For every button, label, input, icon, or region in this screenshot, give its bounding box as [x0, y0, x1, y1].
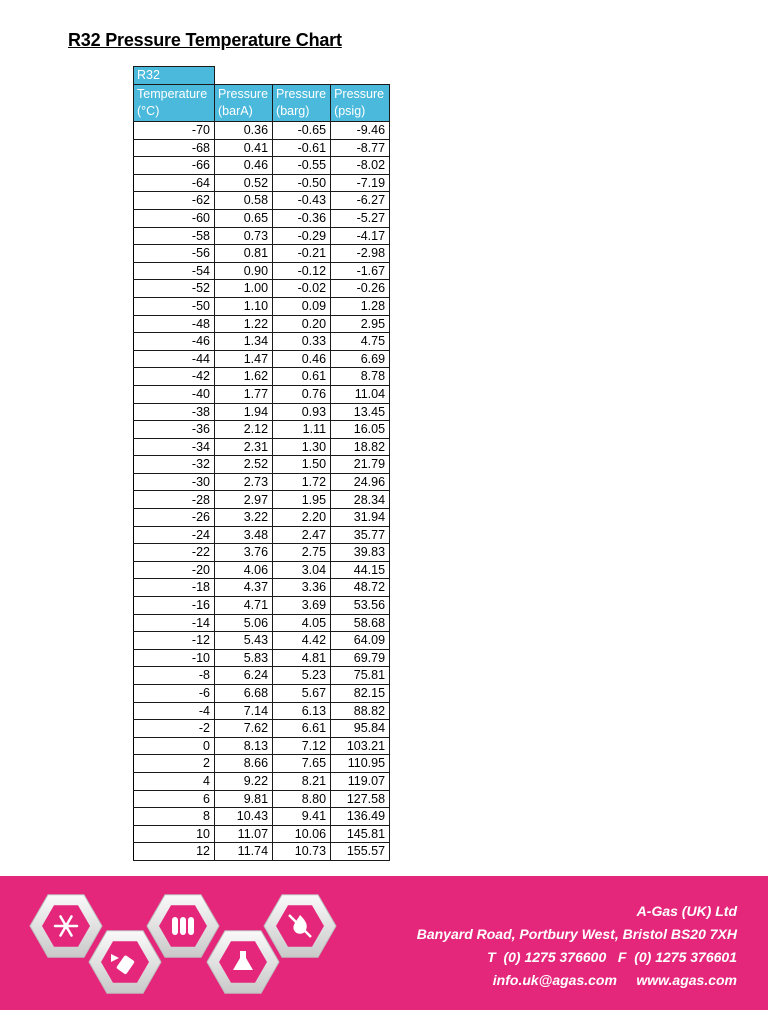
table-row [134, 315, 390, 333]
pressure-psig-cell: -0.26 [331, 280, 390, 298]
temperature-cell: -48 [134, 315, 215, 333]
table-row [134, 122, 390, 140]
pressure-bara-cell: 1.10 [215, 297, 273, 315]
document-title: R32 Pressure Temperature Chart [68, 30, 342, 50]
pressure-barg-cell: 7.65 [273, 755, 331, 773]
pressure-psig-cell: 39.83 [331, 544, 390, 562]
pressure-psig-cell: 13.45 [331, 403, 390, 421]
pressure-bara-cell: 3.22 [215, 509, 273, 527]
temperature-cell: -36 [134, 421, 215, 439]
pressure-bara-cell: 0.73 [215, 227, 273, 245]
company-name: A-Gas (UK) Ltd [636, 903, 737, 919]
laboratory-flask-icon [207, 931, 279, 993]
pressure-psig-cell: 58.68 [331, 614, 390, 632]
pressure-psig-cell: -6.27 [331, 192, 390, 210]
table-row [134, 685, 390, 703]
pressure-bara-cell: 5.83 [215, 649, 273, 667]
pressure-bara-cell: 1.00 [215, 280, 273, 298]
table-row [134, 473, 390, 491]
pressure-bara-cell: 8.13 [215, 737, 273, 755]
pressure-barg-cell: 1.30 [273, 438, 331, 456]
pressure-barg-cell: 0.76 [273, 385, 331, 403]
header-temperature: Temperature (°C) [134, 85, 215, 122]
pressure-bara-cell: 1.94 [215, 403, 273, 421]
pressure-psig-cell: 110.95 [331, 755, 390, 773]
temperature-cell: -46 [134, 333, 215, 351]
temperature-cell: 0 [134, 737, 215, 755]
pressure-bara-cell: 2.73 [215, 473, 273, 491]
temperature-cell: -42 [134, 368, 215, 386]
table-row [134, 790, 390, 808]
pressure-psig-cell: -8.77 [331, 139, 390, 157]
pressure-bara-cell: 3.76 [215, 544, 273, 562]
temperature-cell: -68 [134, 139, 215, 157]
temperature-cell: -62 [134, 192, 215, 210]
pressure-barg-cell: 5.23 [273, 667, 331, 685]
pressure-barg-cell: 7.12 [273, 737, 331, 755]
temperature-cell: -58 [134, 227, 215, 245]
temperature-cell: -24 [134, 526, 215, 544]
temperature-cell: -52 [134, 280, 215, 298]
pressure-bara-cell: 7.62 [215, 720, 273, 738]
temperature-cell: -10 [134, 649, 215, 667]
refrigerant-tag: R32 [134, 67, 215, 85]
pressure-barg-cell: -0.43 [273, 192, 331, 210]
temperature-cell: -54 [134, 262, 215, 280]
temperature-cell: -6 [134, 685, 215, 703]
pressure-psig-cell: 119.07 [331, 772, 390, 790]
fire-suppression-icon [264, 895, 336, 957]
pressure-psig-cell: 24.96 [331, 473, 390, 491]
table-row [134, 245, 390, 263]
pressure-psig-cell: 136.49 [331, 808, 390, 826]
pressure-psig-cell: -7.19 [331, 174, 390, 192]
temperature-cell: -64 [134, 174, 215, 192]
temperature-cell: -16 [134, 597, 215, 615]
pressure-bara-cell: 11.07 [215, 825, 273, 843]
table-row [134, 403, 390, 421]
company-contact-block [417, 900, 737, 992]
table-row [134, 808, 390, 826]
pressure-psig-cell: 88.82 [331, 702, 390, 720]
pressure-barg-cell: -0.50 [273, 174, 331, 192]
temperature-cell: -28 [134, 491, 215, 509]
pressure-barg-cell: -0.02 [273, 280, 331, 298]
temperature-cell: -32 [134, 456, 215, 474]
pressure-psig-cell: -5.27 [331, 209, 390, 227]
table-row [134, 561, 390, 579]
temperature-cell: 12 [134, 843, 215, 861]
pressure-bara-cell: 2.97 [215, 491, 273, 509]
pressure-psig-cell: 1.28 [331, 297, 390, 315]
table-row [134, 772, 390, 790]
pressure-psig-cell: 6.69 [331, 350, 390, 368]
table-row [134, 174, 390, 192]
pressure-psig-cell: 95.84 [331, 720, 390, 738]
pressure-temperature-table [133, 66, 390, 861]
pressure-psig-cell: 16.05 [331, 421, 390, 439]
pressure-bara-cell: 0.90 [215, 262, 273, 280]
table-row [134, 385, 390, 403]
pressure-barg-cell: 6.13 [273, 702, 331, 720]
table-row [134, 509, 390, 527]
table-row [134, 456, 390, 474]
pressure-barg-cell: 4.05 [273, 614, 331, 632]
pressure-barg-cell: -0.36 [273, 209, 331, 227]
temperature-cell: -40 [134, 385, 215, 403]
pressure-bara-cell: 2.12 [215, 421, 273, 439]
pressure-barg-cell: -0.29 [273, 227, 331, 245]
pressure-barg-cell: 8.80 [273, 790, 331, 808]
pressure-barg-cell: 6.61 [273, 720, 331, 738]
snowflake-icon [30, 895, 102, 957]
pressure-bara-cell: 9.81 [215, 790, 273, 808]
pressure-barg-cell: 0.33 [273, 333, 331, 351]
table-row [134, 262, 390, 280]
temperature-cell: -66 [134, 157, 215, 175]
temperature-cell: 4 [134, 772, 215, 790]
pressure-bara-cell: 6.68 [215, 685, 273, 703]
pressure-psig-cell: 44.15 [331, 561, 390, 579]
temperature-cell: -2 [134, 720, 215, 738]
pressure-psig-cell: 127.58 [331, 790, 390, 808]
table-row [134, 297, 390, 315]
table-row [134, 649, 390, 667]
table-row [134, 491, 390, 509]
pressure-barg-cell: 2.75 [273, 544, 331, 562]
pressure-psig-cell: -1.67 [331, 262, 390, 280]
pressure-psig-cell: 21.79 [331, 456, 390, 474]
table-row [134, 139, 390, 157]
temperature-cell: 10 [134, 825, 215, 843]
table-row [134, 333, 390, 351]
pressure-bara-cell: 5.06 [215, 614, 273, 632]
pressure-psig-cell: 64.09 [331, 632, 390, 650]
pressure-bara-cell: 5.43 [215, 632, 273, 650]
pressure-barg-cell: -0.21 [273, 245, 331, 263]
table-row [134, 632, 390, 650]
temperature-cell: -20 [134, 561, 215, 579]
pressure-psig-cell: 69.79 [331, 649, 390, 667]
table-row [134, 755, 390, 773]
pressure-barg-cell: 8.21 [273, 772, 331, 790]
temperature-cell: 2 [134, 755, 215, 773]
pressure-barg-cell: 10.06 [273, 825, 331, 843]
header-pressure-barg: Pressure (barg) [273, 85, 331, 122]
temperature-cell: -34 [134, 438, 215, 456]
pressure-bara-cell: 0.81 [215, 245, 273, 263]
service-icons-group [0, 876, 380, 1010]
table-row [134, 526, 390, 544]
table-row [134, 843, 390, 861]
pressure-barg-cell: 0.93 [273, 403, 331, 421]
pressure-bara-cell: 9.22 [215, 772, 273, 790]
aerosol-spray-icon [89, 931, 161, 993]
table-row [134, 825, 390, 843]
temperature-cell: -56 [134, 245, 215, 263]
pressure-bara-cell: 0.65 [215, 209, 273, 227]
pressure-psig-cell: 11.04 [331, 385, 390, 403]
table-row [134, 438, 390, 456]
pressure-bara-cell: 0.52 [215, 174, 273, 192]
pressure-psig-cell: 145.81 [331, 825, 390, 843]
temperature-cell: -50 [134, 297, 215, 315]
pressure-psig-cell: 82.15 [331, 685, 390, 703]
temperature-cell: -12 [134, 632, 215, 650]
table-row [134, 280, 390, 298]
temperature-cell: -8 [134, 667, 215, 685]
temperature-cell: 8 [134, 808, 215, 826]
pressure-barg-cell: 3.36 [273, 579, 331, 597]
pressure-bara-cell: 0.36 [215, 122, 273, 140]
table-row [134, 720, 390, 738]
pressure-bara-cell: 1.62 [215, 368, 273, 386]
temperature-cell: -18 [134, 579, 215, 597]
pressure-barg-cell: 1.72 [273, 473, 331, 491]
temperature-cell: -44 [134, 350, 215, 368]
pressure-bara-cell: 4.71 [215, 597, 273, 615]
pressure-psig-cell: 8.78 [331, 368, 390, 386]
table-row [134, 227, 390, 245]
pressure-psig-cell: 53.56 [331, 597, 390, 615]
pressure-barg-cell: -0.55 [273, 157, 331, 175]
pressure-barg-cell: 4.81 [273, 649, 331, 667]
table-row [134, 614, 390, 632]
pressure-psig-cell: 2.95 [331, 315, 390, 333]
pressure-psig-cell: 75.81 [331, 667, 390, 685]
temperature-cell: 6 [134, 790, 215, 808]
pressure-barg-cell: 3.69 [273, 597, 331, 615]
pressure-barg-cell: 5.67 [273, 685, 331, 703]
pressure-bara-cell: 4.06 [215, 561, 273, 579]
pressure-barg-cell: 0.46 [273, 350, 331, 368]
pressure-barg-cell: 9.41 [273, 808, 331, 826]
pressure-bara-cell: 1.77 [215, 385, 273, 403]
pressure-barg-cell: -0.61 [273, 139, 331, 157]
pressure-barg-cell: 10.73 [273, 843, 331, 861]
gas-cylinders-icon [147, 895, 219, 957]
pressure-barg-cell: 2.47 [273, 526, 331, 544]
pressure-bara-cell: 0.58 [215, 192, 273, 210]
pressure-barg-cell: 4.42 [273, 632, 331, 650]
pressure-bara-cell: 7.14 [215, 702, 273, 720]
pressure-psig-cell: 31.94 [331, 509, 390, 527]
pressure-psig-cell: -2.98 [331, 245, 390, 263]
pressure-barg-cell: 1.50 [273, 456, 331, 474]
pressure-barg-cell: 0.09 [273, 297, 331, 315]
temperature-cell: -22 [134, 544, 215, 562]
company-email-website: info.uk@agas.com www.agas.com [492, 972, 737, 988]
temperature-cell: -70 [134, 122, 215, 140]
pressure-psig-cell: -9.46 [331, 122, 390, 140]
table-row [134, 209, 390, 227]
company-address: Banyard Road, Portbury West, Bristol BS20 7XH [416, 926, 737, 942]
table-row [134, 597, 390, 615]
pressure-bara-cell: 1.22 [215, 315, 273, 333]
pressure-barg-cell: -0.12 [273, 262, 331, 280]
pressure-psig-cell: 28.34 [331, 491, 390, 509]
pressure-bara-cell: 1.47 [215, 350, 273, 368]
table-row [134, 421, 390, 439]
pressure-psig-cell: 4.75 [331, 333, 390, 351]
company-phone-fax: T (0) 1275 376600 F (0) 1275 376601 [487, 949, 737, 965]
table-row [134, 368, 390, 386]
pressure-bara-cell: 0.46 [215, 157, 273, 175]
pressure-barg-cell: 3.04 [273, 561, 331, 579]
refrigerant-tag-row [134, 67, 390, 85]
pressure-barg-cell: 1.11 [273, 421, 331, 439]
pressure-bara-cell: 8.66 [215, 755, 273, 773]
pressure-psig-cell: 48.72 [331, 579, 390, 597]
pressure-psig-cell: -4.17 [331, 227, 390, 245]
temperature-cell: -30 [134, 473, 215, 491]
temperature-cell: -4 [134, 702, 215, 720]
pressure-barg-cell: 2.20 [273, 509, 331, 527]
pressure-psig-cell: 18.82 [331, 438, 390, 456]
footer-banner [0, 876, 768, 1010]
pressure-psig-cell: 35.77 [331, 526, 390, 544]
table-row [134, 544, 390, 562]
pressure-psig-cell: 103.21 [331, 737, 390, 755]
temperature-cell: -60 [134, 209, 215, 227]
pressure-barg-cell: -0.65 [273, 122, 331, 140]
table-header-row [134, 85, 390, 122]
table-row [134, 579, 390, 597]
temperature-cell: -38 [134, 403, 215, 421]
pressure-bara-cell: 3.48 [215, 526, 273, 544]
temperature-cell: -26 [134, 509, 215, 527]
table-row [134, 737, 390, 755]
pressure-bara-cell: 10.43 [215, 808, 273, 826]
table-row [134, 157, 390, 175]
temperature-cell: -14 [134, 614, 215, 632]
pressure-bara-cell: 1.34 [215, 333, 273, 351]
table-row [134, 702, 390, 720]
table-row [134, 192, 390, 210]
pressure-psig-cell: -8.02 [331, 157, 390, 175]
table-row [134, 667, 390, 685]
pressure-bara-cell: 2.52 [215, 456, 273, 474]
pressure-barg-cell: 0.20 [273, 315, 331, 333]
pressure-barg-cell: 1.95 [273, 491, 331, 509]
header-pressure-psig: Pressure (psig) [331, 85, 390, 122]
header-pressure-bara: Pressure (barA) [215, 85, 273, 122]
pressure-bara-cell: 6.24 [215, 667, 273, 685]
pressure-bara-cell: 11.74 [215, 843, 273, 861]
pressure-barg-cell: 0.61 [273, 368, 331, 386]
pressure-bara-cell: 2.31 [215, 438, 273, 456]
table-row [134, 350, 390, 368]
pressure-bara-cell: 0.41 [215, 139, 273, 157]
pressure-psig-cell: 155.57 [331, 843, 390, 861]
pressure-bara-cell: 4.37 [215, 579, 273, 597]
